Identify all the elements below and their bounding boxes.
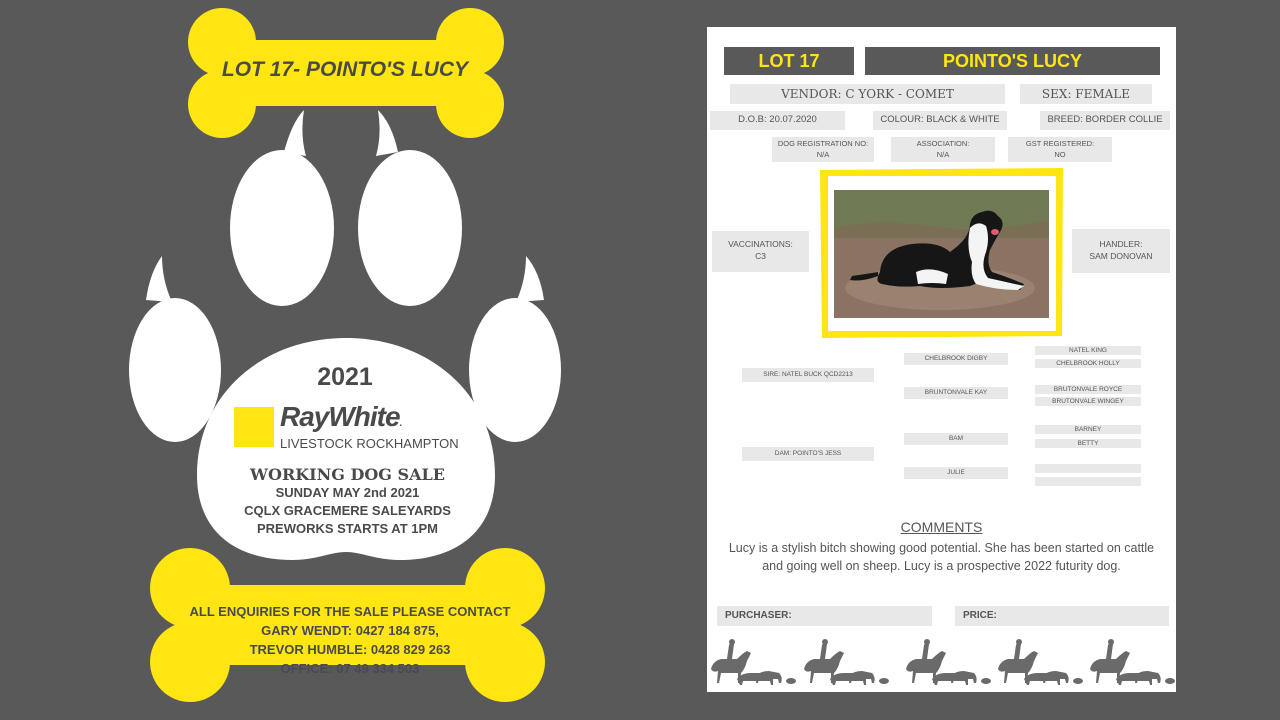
handler-value: SAM DONOVAN xyxy=(1089,251,1153,261)
dam-sire-box: BAM xyxy=(904,433,1008,445)
rider-silhouette-1 xyxy=(711,639,796,685)
dog-photo xyxy=(820,168,1064,338)
contact-office: OFFICE: 07 49 334 503 xyxy=(280,661,420,676)
sex-box: SEX: FEMALE xyxy=(1020,84,1152,104)
association-box xyxy=(891,137,995,162)
dam-dam-box: JULIE xyxy=(904,467,1008,479)
contact-gary: GARY WENDT: 0427 184 875, xyxy=(261,623,439,638)
breed-box: BREED: BORDER COLLIE xyxy=(1040,111,1170,130)
dog-registration-value: N/A xyxy=(816,150,830,159)
gst-box xyxy=(1008,137,1112,162)
gen3-box-6: BETTY xyxy=(1035,439,1141,448)
sire-box: SIRE: NATEL BUCK QCD2213 xyxy=(742,368,874,382)
gen3-box-2: CHELBROOK HOLLY xyxy=(1035,359,1141,368)
gen3-box-7 xyxy=(1035,464,1141,473)
dog-registration-label: DOG REGISTRATION NO: xyxy=(777,139,869,148)
colour-box: COLOUR: BLACK & WHITE xyxy=(873,111,1007,130)
lot-info-sheet xyxy=(707,27,1176,692)
purchaser-field: PURCHASER: xyxy=(717,606,932,626)
lot-title: LOT 17- POINTO'S LUCY xyxy=(221,58,469,81)
dob-box: D.O.B: 20.07.2020 xyxy=(710,111,845,130)
lot-number-box: LOT 17 xyxy=(724,47,854,75)
comments-heading: COMMENTS xyxy=(900,519,983,535)
rider-silhouette-2 xyxy=(804,639,889,685)
rider-silhouette-5 xyxy=(1090,639,1175,685)
price-field: PRICE: xyxy=(955,606,1169,626)
vaccinations-box xyxy=(712,231,809,272)
vendor-box: VENDOR: C YORK - COMET xyxy=(730,84,1005,104)
sale-title: WORKING DOG SALE xyxy=(250,465,445,484)
comments-text: Lucy is a stylish bitch showing good potential. She has been started on cattle and going well on sheep. Lucy is a prospective 2022 futurity dog. xyxy=(728,541,1155,573)
logo-name: RayWhite. xyxy=(280,401,402,432)
enquiries-heading: ALL ENQUIRIES FOR THE SALE PLEASE CONTACT xyxy=(189,604,511,619)
horse-and-cattle-silhouette-footer xyxy=(707,635,1176,692)
handler-box xyxy=(1072,229,1170,273)
sale-date: SUNDAY MAY 2nd 2021 xyxy=(275,485,420,500)
gen3-box-8 xyxy=(1035,477,1141,486)
contact-trevor: TREVOR HUMBLE: 0428 829 263 xyxy=(249,642,451,657)
gen3-box-4: BRUTONVALE WINGEY xyxy=(1035,397,1141,406)
sale-venue: CQLX GRACEMERE SALEYARDS xyxy=(244,503,451,518)
dam-box: DAM: POINTO'S JESS xyxy=(742,447,874,461)
gst-label: GST REGISTERED: xyxy=(1025,139,1095,148)
rider-silhouette-3 xyxy=(906,639,991,685)
paw-claws xyxy=(146,110,544,302)
gen3-box-5: BARNEY xyxy=(1035,425,1141,434)
handler-label: HANDLER: xyxy=(1099,239,1143,249)
dog-registration-box xyxy=(772,137,874,162)
sire-dam-box: BRUNTONVALE KAY xyxy=(904,387,1008,399)
gst-value: NO xyxy=(1054,150,1066,159)
dog-name-box: POINTO'S LUCY xyxy=(865,47,1160,75)
logo-subtitle: LIVESTOCK ROCKHAMPTON xyxy=(280,436,459,451)
association-value: N/A xyxy=(936,150,950,159)
dog-photo-frame xyxy=(820,168,1064,338)
gen3-box-1: NATEL KING xyxy=(1035,346,1141,355)
sale-time: PREWORKS STARTS AT 1PM xyxy=(256,521,439,536)
raywhite-logo xyxy=(234,401,464,451)
rider-silhouette-4 xyxy=(998,639,1083,685)
vaccinations-value: C3 xyxy=(755,251,766,261)
sale-year: 2021 xyxy=(317,363,373,391)
association-label: ASSOCIATION: xyxy=(916,139,970,148)
logo-square-icon xyxy=(234,407,274,447)
vaccinations-label: VACCINATIONS: xyxy=(728,239,793,249)
gen3-box-3: BRUTONVALE ROYCE xyxy=(1035,385,1141,394)
sire-sire-box: CHELBROOK DIGBY xyxy=(904,353,1008,365)
